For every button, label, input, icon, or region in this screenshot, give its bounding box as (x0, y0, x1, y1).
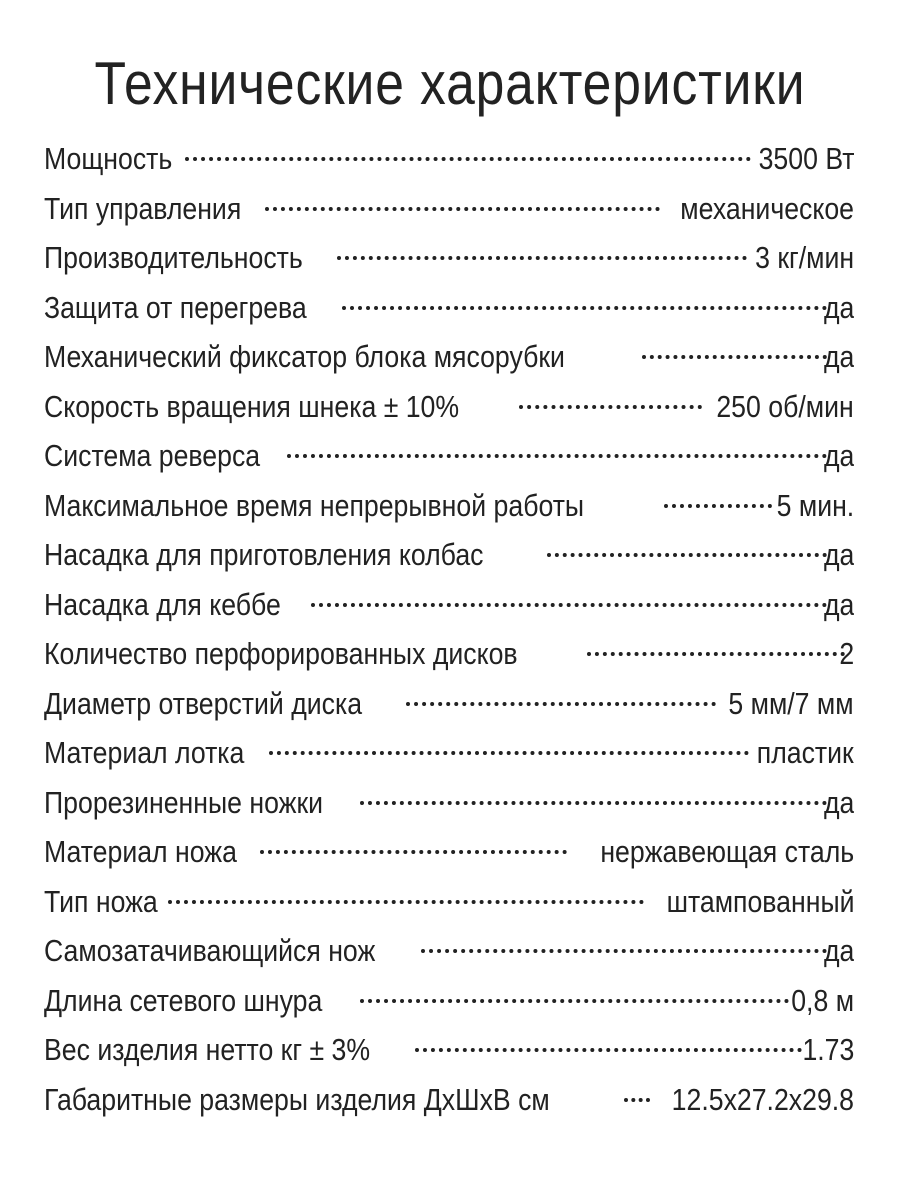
spec-label: Материал ножа (44, 834, 237, 869)
spec-value: пластик (757, 735, 854, 770)
spec-label: Вес изделия нетто кг ± 3% (44, 1032, 371, 1067)
spec-label: Тип ножа (44, 883, 158, 919)
spec-value: механическое (680, 190, 854, 226)
spec-value: да (823, 784, 854, 820)
spec-value: да (823, 586, 854, 622)
spec-value: 250 об/мин (716, 388, 854, 424)
spec-row-dimensions (44, 1075, 854, 1125)
dot-leader (624, 1097, 650, 1102)
spec-row-mechanical-lock (44, 332, 854, 382)
spec-label: Система реверса (44, 438, 261, 473)
spec-value: штампованный (666, 883, 854, 919)
spec-row-blade-type (44, 877, 854, 927)
spec-label: Прорезиненные ножки (44, 784, 324, 820)
dot-leader (406, 701, 717, 706)
spec-value: да (823, 537, 854, 572)
spec-row-capacity (44, 233, 854, 283)
spec-row-max-runtime (44, 481, 854, 531)
spec-value: да (823, 339, 854, 374)
spec-label: Насадка для приготовления колбас (44, 537, 484, 572)
spec-row-blade-material (44, 827, 854, 877)
spec-row-reverse-system (44, 431, 854, 481)
spec-label: Скорость вращения шнека ± 10% (44, 388, 460, 424)
dot-leader (265, 206, 660, 211)
spec-label: Производительность (44, 240, 303, 275)
spec-value: нержавеющая сталь (600, 834, 854, 869)
spec-row-sausage-attachment (44, 530, 854, 580)
dot-leader (311, 602, 826, 607)
spec-row-power (44, 134, 854, 184)
spec-row-cord-length (44, 976, 854, 1026)
spec-value: 1.73 (802, 1032, 854, 1067)
dot-leader (360, 800, 826, 805)
spec-label: Материал лотка (44, 735, 245, 770)
spec-value: 2 (839, 636, 854, 671)
dot-leader (287, 453, 826, 458)
spec-value: да (823, 933, 854, 968)
dot-leader (260, 849, 567, 854)
spec-label: Длина сетевого шнура (44, 982, 323, 1018)
spec-list (44, 134, 854, 1124)
spec-row-self-sharpening-blade (44, 926, 854, 976)
spec-value: 5 мм/7 мм (728, 685, 854, 721)
spec-row-disc-count (44, 629, 854, 679)
spec-label: Механический фиксатор блока мясорубки (44, 339, 565, 374)
spec-value: 12.5x27.2x29.8 (671, 1081, 854, 1117)
page-title: Технические характеристики (94, 50, 806, 117)
spec-label: Мощность (44, 141, 173, 176)
spec-label: Насадка для кеббе (44, 586, 281, 622)
dot-leader (342, 305, 827, 310)
dot-leader (360, 998, 789, 1003)
dot-leader (664, 503, 772, 508)
spec-value: 0,8 м (791, 982, 854, 1018)
spec-label: Максимальное время непрерывной работы (44, 487, 585, 523)
spec-row-auger-speed (44, 382, 854, 432)
spec-label: Защита от перегрева (44, 289, 307, 325)
spec-value: 5 мин. (776, 487, 854, 523)
spec-row-tray-material (44, 728, 854, 778)
spec-label: Диаметр отверстий диска (44, 685, 363, 721)
dot-leader (587, 651, 845, 656)
dot-leader (415, 1047, 802, 1052)
spec-row-kebbe-attachment (44, 580, 854, 630)
dot-leader (185, 156, 750, 161)
spec-row-net-weight (44, 1025, 854, 1075)
spec-label: Количество перфорированных дисков (44, 636, 518, 671)
spec-row-rubber-feet (44, 778, 854, 828)
dot-leader (642, 354, 827, 359)
spec-value: да (823, 438, 854, 473)
spec-row-overheat-protection (44, 283, 854, 333)
dot-leader (269, 750, 749, 755)
spec-label: Самозатачивающийся нож (44, 933, 376, 968)
dot-leader (337, 255, 747, 260)
spec-value: да (823, 289, 854, 325)
spec-label: Габаритные размеры изделия ДхШхВ см (44, 1081, 550, 1117)
spec-label: Тип управления (44, 190, 242, 226)
spec-row-hole-diameter (44, 679, 854, 729)
dot-leader (168, 899, 643, 904)
spec-value: 3 кг/мин (755, 240, 854, 275)
spec-row-control-type (44, 184, 854, 234)
dot-leader (421, 948, 826, 953)
dot-leader (519, 404, 703, 409)
spec-value: 3500 Вт (758, 141, 854, 176)
dot-leader (547, 552, 827, 557)
